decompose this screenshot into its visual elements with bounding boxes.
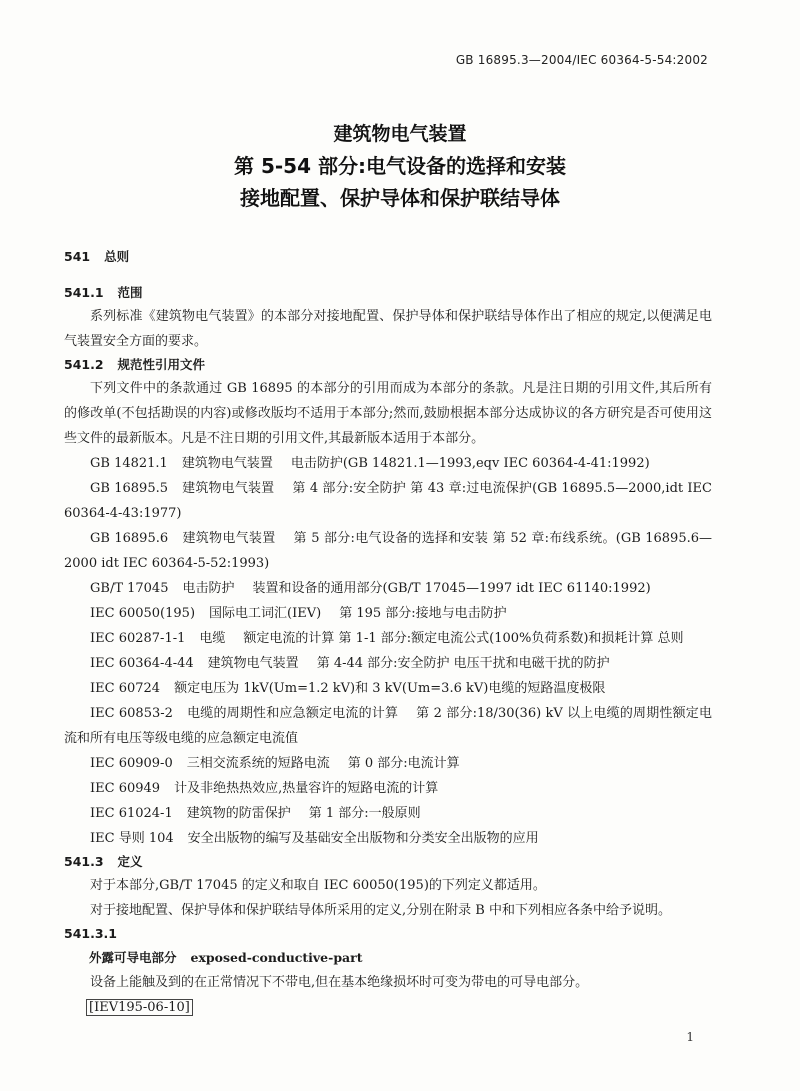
- document-title: [0, 118, 800, 214]
- section-number: 541.3.1: [64, 926, 117, 941]
- section-heading-541-3-1: [64, 923, 712, 945]
- section-number: 541.1: [64, 285, 104, 300]
- reference-title: 建筑物电气装置: [182, 481, 275, 496]
- reference-detail: 第 1 部分:一般原则: [308, 806, 421, 821]
- reference-item: [64, 651, 712, 676]
- reference-detail: 第 5 部分:电气设备的选择和安装 第 52 章:布线系统。(GB 16895.6—2000 idt IEC 60364-5-52:1993): [64, 531, 712, 571]
- section-heading-541: [64, 246, 712, 268]
- reference-code: GB 16895.5: [90, 481, 168, 496]
- title-line-3: 接地配置、保护导体和保护联结导体: [240, 186, 560, 210]
- scope-paragraph: 系列标准《建筑物电气装置》的本部分对接地配置、保护导体和保护联结导体作出了相应的规定,以便满足电气装置安全方面的要求。: [64, 309, 712, 349]
- reference-title: 建筑物电气装置: [181, 456, 273, 471]
- reference-item: [64, 576, 712, 601]
- reference-item: [64, 476, 712, 526]
- reference-item: [64, 751, 712, 776]
- reference-detail: 第 195 部分:接地与电击防护: [339, 606, 507, 621]
- section-number: 541: [64, 249, 91, 264]
- term-english: exposed-conductive-part: [190, 950, 363, 965]
- reference-title: 三相交流系统的短路电流: [186, 756, 330, 771]
- section-number: 541.2: [64, 357, 104, 372]
- reference-title: 计及非绝热热效应,热量容许的短路电流的计算: [174, 781, 439, 796]
- reference-title: 电击防护: [182, 581, 235, 596]
- reference-code: IEC 导则 104: [90, 831, 174, 846]
- section-title: 定义: [117, 854, 143, 869]
- reference-detail: 装置和设备的通用部分(GB/T 17045—1997 idt IEC 61140:1992): [252, 581, 651, 596]
- reference-title: 安全出版物的编写及基础安全出版物和分类安全出版物的应用: [187, 831, 539, 846]
- reference-item: [64, 676, 712, 701]
- reference-detail: 电击防护(GB 14821.1—1993,eqv IEC 60364-4-41:1992): [290, 456, 650, 471]
- section-title: 总则: [104, 249, 130, 264]
- reference-code: IEC 60724: [90, 681, 161, 696]
- iev-reference-box: [IEV195-06-10]: [86, 999, 193, 1016]
- reference-title: 电缆: [199, 631, 226, 646]
- reference-detail: 第 4-44 部分:安全防护 电压干扰和电磁干扰的防护: [316, 656, 610, 671]
- reference-item: [64, 826, 712, 851]
- reference-title: 国际电工词汇(IEV): [209, 606, 322, 621]
- reference-code: IEC 60364-4-44: [90, 656, 194, 671]
- reference-code: IEC 60949: [90, 781, 161, 796]
- reference-code: GB 16895.6: [90, 531, 169, 546]
- reference-code: IEC 60050(195): [90, 606, 196, 621]
- reference-item: [64, 701, 712, 751]
- reference-detail: 第 0 部分:电流计算: [347, 756, 460, 771]
- section-title: 范围: [117, 285, 143, 300]
- section-title: 规范性引用文件: [117, 357, 206, 372]
- reference-item: [64, 776, 712, 801]
- reference-item: [64, 801, 712, 826]
- section-heading-541-2: [64, 354, 712, 376]
- reference-code: GB/T 17045: [90, 581, 169, 596]
- standard-code: GB 16895.3—2004/IEC 60364-5-54:2002: [455, 53, 708, 67]
- section-number: 541.3: [64, 854, 104, 869]
- reference-title: 建筑物电气装置: [207, 656, 299, 671]
- reference-title: 额定电压为 1kV(Um=1.2 kV)和 3 kV(Um=3.6 kV)电缆的短路温度极限: [174, 681, 606, 696]
- reference-detail: 额定电流的计算 第 1-1 部分:额定电流公式(100%负荷系数)和损耗计算 总则: [243, 631, 684, 646]
- reference-item: [64, 626, 712, 651]
- reference-item: [64, 451, 712, 476]
- term-definition: 设备上能触及到的在正常情况下不带电,但在基本绝缘损坏时可变为带电的可导电部分。: [90, 975, 589, 990]
- reference-code: IEC 60853-2: [90, 706, 173, 721]
- term-chinese: 外露可导电部分: [89, 950, 177, 965]
- title-line-1: 建筑物电气装置: [333, 123, 467, 145]
- reference-item: [64, 526, 712, 576]
- term-heading: [64, 945, 712, 970]
- reference-title: 建筑物的防雷保护: [186, 806, 291, 821]
- page-number: 1: [686, 1030, 694, 1044]
- reference-code: IEC 61024-1: [90, 806, 173, 821]
- references-intro-paragraph: 下列文件中的条款通过 GB 16895 的本部分的引用而成为本部分的条款。凡是注日期的引用文件,其后所有的修改单(不包括勘误的内容)或修改版均不适用于本部分;然而,鼓励根据本部分达成协议的各方研究是否可使用这些文件的最新版本。凡是不注日期的引用文件,其最新版本适用于本部分。: [64, 381, 712, 446]
- iev-reference: [64, 995, 712, 1020]
- document-body: [64, 246, 712, 1020]
- section-heading-541-3: [64, 851, 712, 873]
- reference-item: [64, 601, 712, 626]
- title-line-2: 第 5-54 部分:电气设备的选择和安装: [234, 154, 566, 178]
- reference-code: GB 14821.1: [90, 456, 168, 471]
- reference-detail: 第 2 部分:18/30(36) kV 以上电缆的周期性额定电流和所有电压等级电缆的应急额定电流值: [64, 706, 712, 746]
- definitions-paragraph-2: 对于接地配置、保护导体和保护联结导体所采用的定义,分别在附录 B 中和下列相应各条中给予说明。: [90, 903, 671, 918]
- reference-code: IEC 60909-0: [90, 756, 173, 771]
- reference-code: IEC 60287-1-1: [90, 631, 186, 646]
- definitions-paragraph-1: 对于本部分,GB/T 17045 的定义和取自 IEC 60050(195)的下列定义都适用。: [90, 878, 546, 893]
- reference-detail: 第 4 部分:安全防护 第 43 章:过电流保护(GB 16895.5—2000,idt IEC 60364-4-43:1977): [64, 481, 712, 521]
- reference-list: [64, 451, 712, 851]
- reference-title: 建筑物电气装置: [182, 531, 276, 546]
- reference-title: 电缆的周期性和应急额定电流的计算: [186, 706, 399, 721]
- section-heading-541-1: [64, 282, 712, 304]
